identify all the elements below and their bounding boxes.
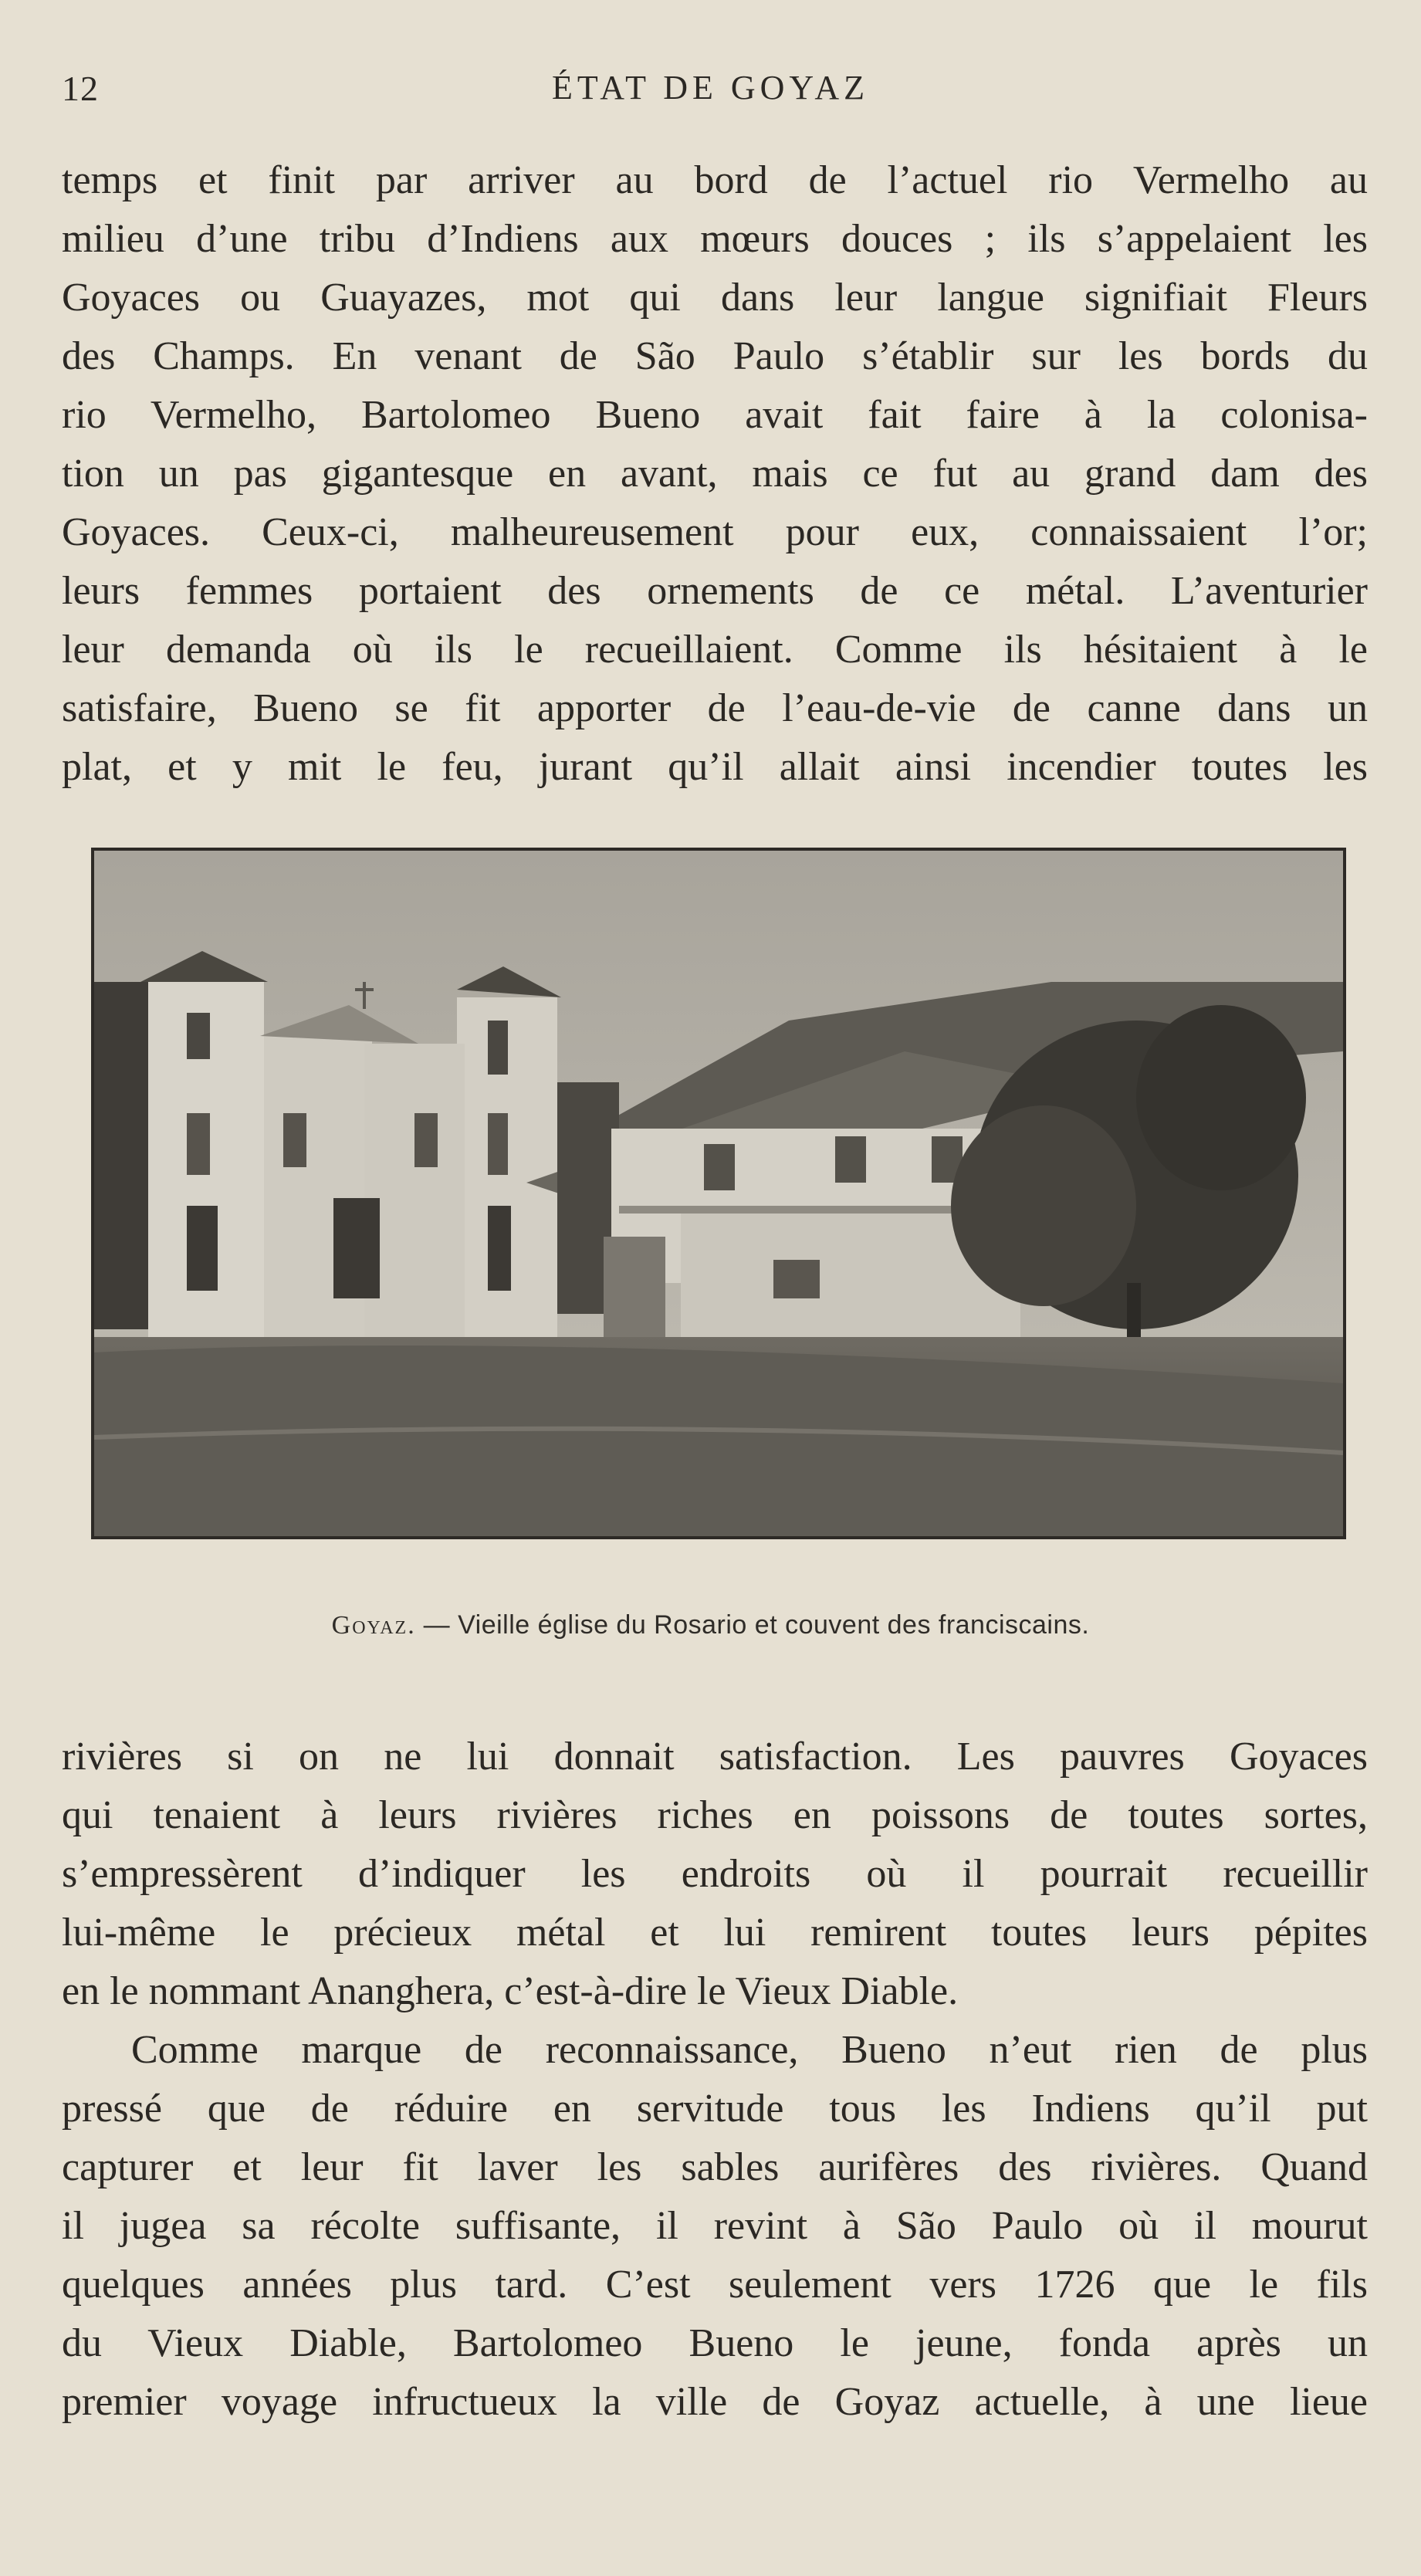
text-line: qui tenaient à leurs rivières riches en poissons de toutes sortes, — [62, 1793, 1368, 1837]
text-line: en le nommant Ananghera, c’est-à-dire le Vieux Diable. — [62, 1969, 959, 2013]
running-head — [62, 68, 1359, 114]
photo-illustration — [94, 851, 1343, 1536]
caption-place: Goyaz. — [331, 1611, 416, 1640]
figure-caption — [0, 1610, 1421, 1640]
text-line: pressé que de réduire en servitude tous les Indiens qu’il put — [62, 2087, 1368, 2131]
text-line: leurs femmes portaient des ornements de ce métal. L’aventurier — [62, 569, 1368, 613]
text-line: capturer et leur fit laver les sables aurifères des rivières. Quand — [62, 2145, 1368, 2189]
text-line: s’empressèrent d’indiquer les endroits où il pourrait recueillir — [62, 1852, 1368, 1896]
book-title: ÉTAT DE GOYAZ — [552, 69, 869, 107]
text-line: milieu d’une tribu d’Indiens aux mœurs douces ; ils s’appelaient les — [62, 217, 1368, 261]
text-line: quelques années plus tard. C’est seulement vers 1726 que le fils — [62, 2263, 1368, 2307]
text-line: leur demanda où ils le recueillaient. Comme ils hésitaient à le — [62, 628, 1368, 672]
text-line: rio Vermelho, Bartolomeo Bueno avait fait faire à la colonisa- — [62, 393, 1368, 437]
text-line: Comme marque de reconnaissance, Bueno n’eut rien de plus — [131, 2028, 1368, 2072]
text-line: temps et finit par arriver au bord de l’actuel rio Vermelho au — [62, 158, 1368, 202]
caption-text: — Vieille église du Rosario et couvent des franciscains. — [415, 1610, 1090, 1640]
text-line: Goyaces ou Guayazes, mot qui dans leur langue signifiait Fleurs — [62, 276, 1368, 320]
text-line: rivières si on ne lui donnait satisfaction. Les pauvres Goyaces — [62, 1735, 1368, 1779]
text-block-bottom — [62, 1728, 1368, 2432]
text-line: satisfaire, Bueno se fit apporter de l’eau-de-vie de canne dans un — [62, 686, 1368, 730]
text-line: tion un pas gigantesque en avant, mais ce fut au grand dam des — [62, 452, 1368, 496]
text-line: premier voyage infructueux la ville de Goyaz actuelle, à une lieue — [62, 2380, 1368, 2424]
text-line: du Vieux Diable, Bartolomeo Bueno le jeune, fonda après un — [62, 2321, 1368, 2365]
photo-church-and-convent — [91, 848, 1346, 1539]
text-line: il jugea sa récolte suffisante, il revint à São Paulo où il mourut — [62, 2204, 1368, 2248]
text-block-top — [62, 151, 1368, 797]
text-line: plat, et y mit le feu, jurant qu’il allait ainsi incendier toutes les — [62, 745, 1368, 789]
text-line: des Champs. En venant de São Paulo s’établir sur les bords du — [62, 334, 1368, 378]
text-line: Goyaces. Ceux-ci, malheureusement pour eux, connaissaient l’or; — [62, 510, 1368, 554]
text-line: lui-même le précieux métal et lui remirent toutes leurs pépites — [62, 1911, 1368, 1955]
page-number: 12 — [62, 69, 99, 108]
